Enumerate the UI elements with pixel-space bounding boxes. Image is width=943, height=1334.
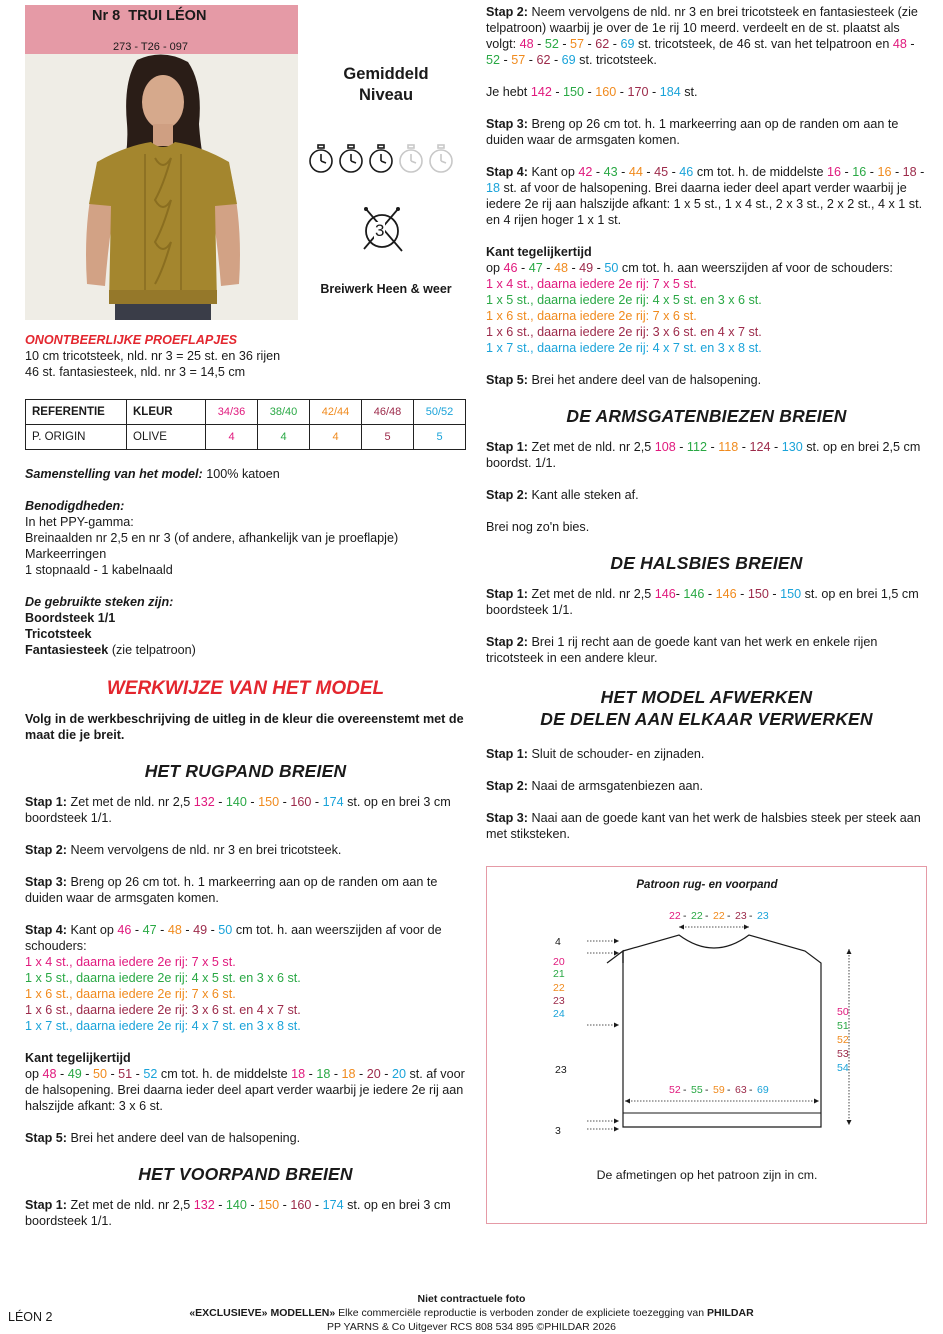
stopwatch-icon	[310, 145, 332, 172]
svg-text:69: 69	[757, 1084, 769, 1096]
voor-stap-1: Stap 1: Zet met de nld. nr 2,5 132 - 140 - 150 - 160 - 174 st. op en brei 3 cm boordsteek 1/1.	[25, 1198, 451, 1228]
model-photo	[25, 54, 298, 320]
section-title-rugpand: HET RUGPAND BREIEN	[144, 761, 347, 781]
svg-text:-: -	[727, 910, 731, 922]
rug-stap-2: Stap 2: Neem vervolgens de nld. nr 3 en brei tricotsteek.	[25, 843, 342, 857]
svg-text:53: 53	[837, 1048, 849, 1060]
table-header: KLEUR	[127, 400, 206, 425]
arm-extra: Brei nog zo'n bies.	[486, 520, 590, 534]
neck-width-4: 23	[735, 910, 747, 922]
svg-text:-: -	[727, 1084, 731, 1096]
needle-size-badge	[360, 205, 408, 253]
svg-text:-: -	[683, 1084, 687, 1096]
schematic-note: De afmetingen op het patroon zijn in cm.	[596, 1168, 818, 1182]
page-label: LÉON 2	[8, 1310, 53, 1324]
supplies: Benodigdheden: In het PPY-gamma: Breinaalden nr 2,5 en nr 3 (of andere, afhankelijk van je proeflapje) Markeerringen 1 stopnaald - 1 kabelnaald	[25, 499, 399, 577]
gauge-line-1: 10 cm tricotsteek, nld. nr 3 = 25 st. en 36 rijen	[25, 349, 281, 363]
table-cell: 5	[362, 425, 414, 450]
difficulty-stopwatch-icons	[306, 142, 462, 176]
table-header: REFERENTIE	[26, 400, 127, 425]
gauge-title: ONONTBEERLIJKE PROEFLAPJES	[25, 333, 238, 347]
body-width-labels	[669, 1084, 769, 1096]
left-label-shoulder: 4	[555, 936, 561, 948]
table-header-row	[26, 400, 466, 425]
svg-text:-: -	[705, 1084, 709, 1096]
svg-text:-: -	[749, 1084, 753, 1096]
svg-text:22: 22	[553, 982, 565, 994]
svg-text:59: 59	[713, 1084, 725, 1096]
voor-stap-4: Stap 4: Kant op 42 - 43 - 44 - 45 - 46 cm tot. h. de middelste 16 - 16 - 16 - 18 - 18 st. af voor de halsopening. Brei daarna ieder deel apart verder waarbij je iedere 2e rij aan halszijde afkant: 1 x 5 st., 1 x 4 st., 2 x 3 st., 2 x 2 st., 4 x 1 st. en 4 rijen hoger 1 x 1 st.	[486, 165, 925, 227]
schematic-drawing	[487, 867, 926, 1223]
table-cell: P. ORIGIN	[26, 425, 127, 450]
svg-text:23: 23	[553, 995, 565, 1007]
svg-text:51: 51	[837, 1020, 849, 1032]
pattern-schematic	[486, 866, 927, 1224]
svg-text:52: 52	[837, 1034, 849, 1046]
neck-width-labels	[669, 910, 769, 922]
neck-width-5: 23	[757, 910, 769, 922]
afw-stap-3: Stap 3: Naai aan de goede kant van het werk de halsbies steek per steek aan met stiksteken.	[486, 811, 921, 841]
table-header: 34/36	[206, 400, 258, 425]
left-column	[25, 466, 466, 1229]
armhole-labels	[553, 956, 565, 1020]
hals-stap-2: Stap 2: Brei 1 rij recht aan de goede kant van het werk en enkele rijen tricotsteek in een andere kleur.	[486, 635, 878, 665]
svg-text:50: 50	[837, 1006, 849, 1018]
stopwatch-icon	[340, 145, 362, 172]
arm-stap-2: Stap 2: Kant alle steken af.	[486, 488, 639, 502]
model-illustration	[25, 54, 298, 320]
rug-stap-4: Stap 4: Kant op 46 - 47 - 48 - 49 - 50 cm tot. h. aan weerszijden af voor de schouders: 1 x 4 st., daarna iedere 2e rij: 7 x 5 st. 1 x 5 st., daarna iedere 2e rij: 4 x 5 st. en 3 x 6 st. 1 x 6 st., daarna iedere 2e rij: 7 x 6 st. 1 x 6 st., daarna iedere 2e rij: 3 x 6 st. en 4 x 7 st. 1 x 7 st., daarna iedere 2e rij: 4 x 7 st. en 3 x 8 st.	[25, 923, 442, 1033]
table-header: 50/52	[414, 400, 466, 425]
voor-stap-2: Stap 2: Neem vervolgens de nld. nr 3 en brei tricotsteek en fantasiesteek (zie telpatroon) waarbij je over de 1e rij 10 meerd. verdeelt en de st. plaatst als volgt: 48 - 52 - 57 - 62 - 69 st. tricotsteek, de 46 st. van het telpatroon en 48 - 52 - 57 - 62 - 69 st. tricotsteek.	[486, 5, 918, 67]
stopwatch-icon	[370, 145, 392, 172]
table-cell: OLIVE	[127, 425, 206, 450]
needle-number: 3	[375, 221, 385, 240]
neck-width-1: 22	[669, 910, 681, 922]
rug-stap-3: Stap 3: Breng op 26 cm tot. h. 1 markeerring aan op de randen om aan te duiden waar de armsgaten komen.	[25, 875, 438, 905]
right-column	[486, 4, 927, 842]
svg-text:-: -	[683, 910, 687, 922]
rug-stap-5: Stap 5: Brei het andere deel van de halsopening.	[25, 1131, 301, 1145]
svg-text:24: 24	[553, 1008, 565, 1020]
voor-je-hebt: Je hebt 142 - 150 - 160 - 170 - 184 st.	[486, 85, 698, 99]
table-header: 42/44	[310, 400, 362, 425]
svg-text:55: 55	[691, 1084, 703, 1096]
table-header: 46/48	[362, 400, 414, 425]
voor-stap-3: Stap 3: Breng op 26 cm tot. h. 1 markeerring aan op de randen om aan te duiden waar de armsgaten komen.	[486, 117, 899, 147]
voor-kant-tegelijk: Kant tegelijkertijd op 46 - 47 - 48 - 49 - 50 cm tot. h. aan weerszijden af voor de schouders: 1 x 4 st., daarna iedere 2e rij: 7 x 5 st. 1 x 5 st., daarna iedere 2e rij: 4 x 5 st. en 3 x 6 st. 1 x 6 st., daarna iedere 2e rij: 7 x 6 st. 1 x 6 st., daarna iedere 2e rij: 3 x 6 st. en 4 x 7 st. 1 x 7 st., daarna iedere 2e rij: 4 x 7 st. en 3 x 8 st.	[486, 245, 893, 355]
svg-text:52: 52	[669, 1084, 681, 1096]
body-outline	[623, 935, 821, 1127]
table-cell: 4	[310, 425, 362, 450]
pattern-header	[25, 5, 298, 54]
section-title-armsgaten: DE ARMSGATENBIEZEN BREIEN	[566, 406, 847, 426]
stitches: De gebruikte steken zijn: Boordsteek 1/1 Tricotsteek Fantasiesteek (zie telpatroon)	[25, 595, 196, 657]
stopwatch-icon-empty	[400, 145, 422, 172]
pattern-number-title: Nr 8 TRUI LÉON	[92, 8, 207, 24]
svg-text:-: -	[749, 910, 753, 922]
gauge-line-2: 46 st. fantasiesteek, nld. nr 3 = 14,5 cm	[25, 365, 246, 379]
gauge-block	[25, 332, 465, 380]
afw-stap-2: Stap 2: Naai de armsgatenbiezen aan.	[486, 779, 704, 793]
table-cell: 5	[414, 425, 466, 450]
pattern-code: 273 - T26 - 097	[113, 41, 189, 53]
table-row	[26, 425, 466, 450]
neck-width-2: 22	[691, 910, 703, 922]
neck-width-3: 22	[713, 910, 725, 922]
difficulty-title: Gemiddeld Niveau	[343, 65, 429, 104]
werkwijze-intro: Volg in de werkbeschrijving de uitleg in de kleur die overeenstemt met de maat die je breit.	[25, 712, 464, 742]
werkwijze-title: WERKWIJZE VAN HET MODEL	[106, 678, 385, 699]
section-title-halsbies: DE HALSBIES BREIEN	[610, 553, 803, 573]
knitting-method: Breiwerk Heen & weer	[320, 282, 452, 296]
table-cell: 4	[206, 425, 258, 450]
left-label-body: 23	[555, 1064, 567, 1076]
left-label-rib: 3	[555, 1125, 561, 1137]
yarn-table	[25, 399, 466, 450]
svg-text:20: 20	[553, 956, 565, 968]
composition: Samenstelling van het model: 100% katoen	[25, 467, 280, 481]
svg-text:63: 63	[735, 1084, 747, 1096]
stopwatch-icon-empty	[430, 145, 452, 172]
rug-kant-tegelijk: Kant tegelijkertijd op 48 - 49 - 50 - 51 - 52 cm tot. h. de middelste 18 - 18 - 18 - 20 - 20 st. af voor de halsopening. Brei daarna ieder deel apart verder waarbij je iedere 2e rij aan halszijde afkant: 3 x 6 st.	[25, 1051, 465, 1113]
svg-text:-: -	[705, 910, 709, 922]
section-title-voorpand: HET VOORPAND BREIEN	[138, 1164, 353, 1184]
arm-stap-1: Stap 1: Zet met de nld. nr 2,5 108 - 112 - 118 - 124 - 130 st. op en brei 2,5 cm boordst. 1/1.	[486, 440, 921, 470]
table-cell: 4	[258, 425, 310, 450]
svg-text:21: 21	[553, 968, 565, 980]
rug-stap-1: Stap 1: Zet met de nld. nr 2,5 132 - 140 - 150 - 160 - 174 st. op en brei 3 cm boordsteek 1/1.	[25, 795, 451, 825]
section-title-afwerken: HET MODEL AFWERKEN DE DELEN AAN ELKAAR VERWERKEN	[540, 687, 873, 729]
height-labels	[837, 1006, 849, 1074]
footer: Niet contractuele foto «EXCLUSIEVE» MODELLEN» Elke commerciële reproductie is verboden zonder de expliciete toezegging van PHILDAR PP YARNS & Co Uitgever RCS 808 534 895 ©PHILDAR 2026	[189, 1293, 754, 1333]
voor-stap-5: Stap 5: Brei het andere deel van de halsopening.	[486, 373, 762, 387]
table-header: 38/40	[258, 400, 310, 425]
svg-text:54: 54	[837, 1062, 849, 1074]
schematic-title: Patroon rug- en voorpand	[636, 879, 778, 891]
afw-stap-1: Stap 1: Sluit de schouder- en zijnaden.	[486, 747, 705, 761]
hals-stap-1: Stap 1: Zet met de nld. nr 2,5 146- 146 - 146 - 150 - 150 st. op en brei 1,5 cm boordsteek 1/1.	[486, 587, 919, 617]
